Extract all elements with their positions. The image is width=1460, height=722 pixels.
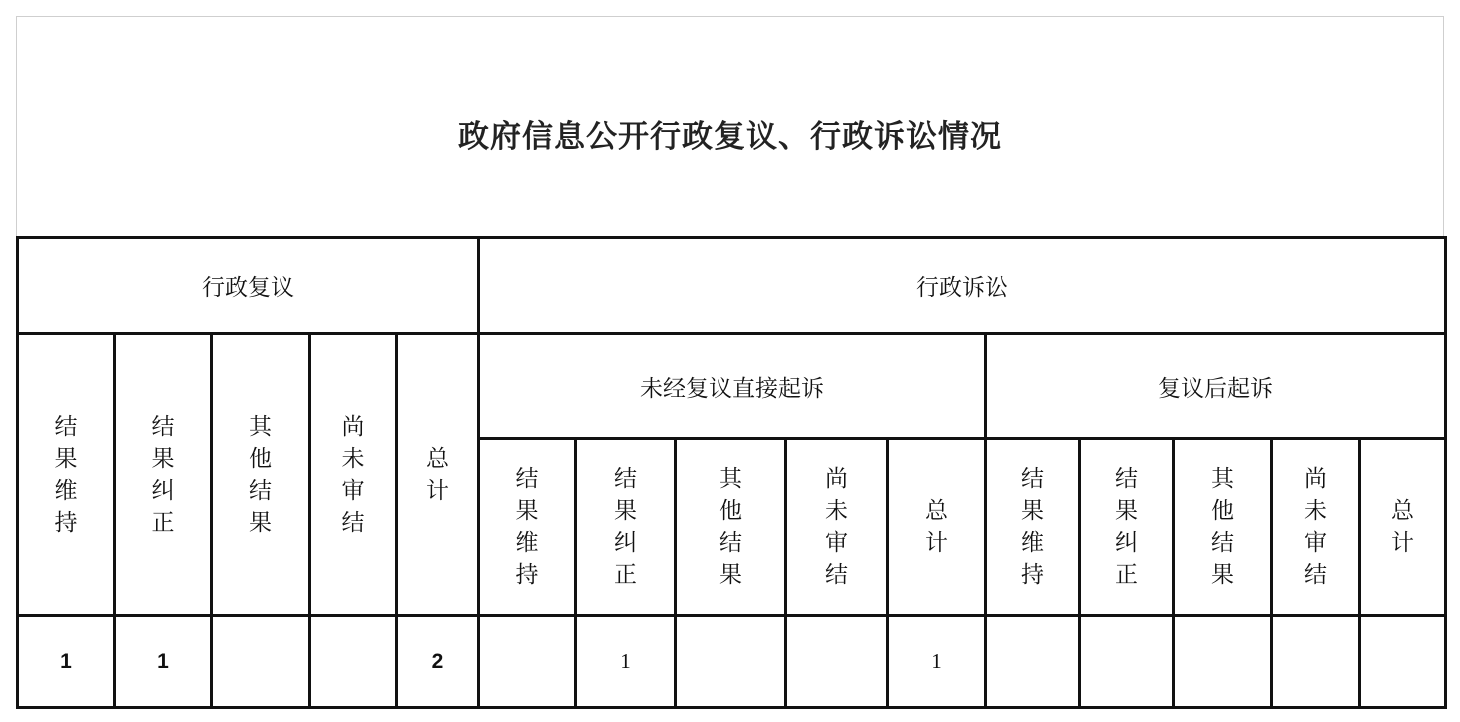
header-row-2 <box>18 334 1446 439</box>
review-col-pending: 尚未审结 <box>310 334 397 616</box>
review-col-maintained: 结果维持 <box>18 334 115 616</box>
direct-value-corrected: 1 <box>576 616 676 708</box>
after-review-col-total: 总计 <box>1360 439 1446 616</box>
direct-col-total: 总计 <box>888 439 986 616</box>
after-review-value-pending <box>1272 616 1360 708</box>
header-row-1 <box>18 238 1446 334</box>
direct-value-other <box>676 616 786 708</box>
review-col-total: 总计 <box>397 334 479 616</box>
title-area <box>16 16 1444 236</box>
review-value-total: 2 <box>397 616 479 708</box>
after-review-col-other: 其他结果 <box>1174 439 1272 616</box>
review-col-corrected: 结果纠正 <box>115 334 212 616</box>
direct-value-maintained <box>479 616 576 708</box>
statistics-table <box>16 236 1447 709</box>
review-col-other: 其他结果 <box>212 334 310 616</box>
after-review-col-pending: 尚未审结 <box>1272 439 1360 616</box>
after-review-col-maintained: 结果维持 <box>986 439 1080 616</box>
review-value-other <box>212 616 310 708</box>
direct-lawsuit-header: 未经复议直接起诉 <box>479 334 986 439</box>
after-review-col-corrected: 结果纠正 <box>1080 439 1174 616</box>
after-review-value-total <box>1360 616 1446 708</box>
direct-col-corrected: 结果纠正 <box>576 439 676 616</box>
data-row <box>18 616 1446 708</box>
review-value-maintained: 1 <box>18 616 115 708</box>
review-header: 行政复议 <box>18 238 479 334</box>
after-review-value-maintained <box>986 616 1080 708</box>
review-value-corrected: 1 <box>115 616 212 708</box>
after-review-value-corrected <box>1080 616 1174 708</box>
direct-value-total: 1 <box>888 616 986 708</box>
direct-col-maintained: 结果维持 <box>479 439 576 616</box>
after-review-lawsuit-header: 复议后起诉 <box>986 334 1446 439</box>
litigation-header: 行政诉讼 <box>479 238 1446 334</box>
review-value-pending <box>310 616 397 708</box>
after-review-value-other <box>1174 616 1272 708</box>
direct-col-pending: 尚未审结 <box>786 439 888 616</box>
direct-col-other: 其他结果 <box>676 439 786 616</box>
page-title: 政府信息公开行政复议、行政诉讼情况 <box>458 119 1002 155</box>
direct-value-pending <box>786 616 888 708</box>
